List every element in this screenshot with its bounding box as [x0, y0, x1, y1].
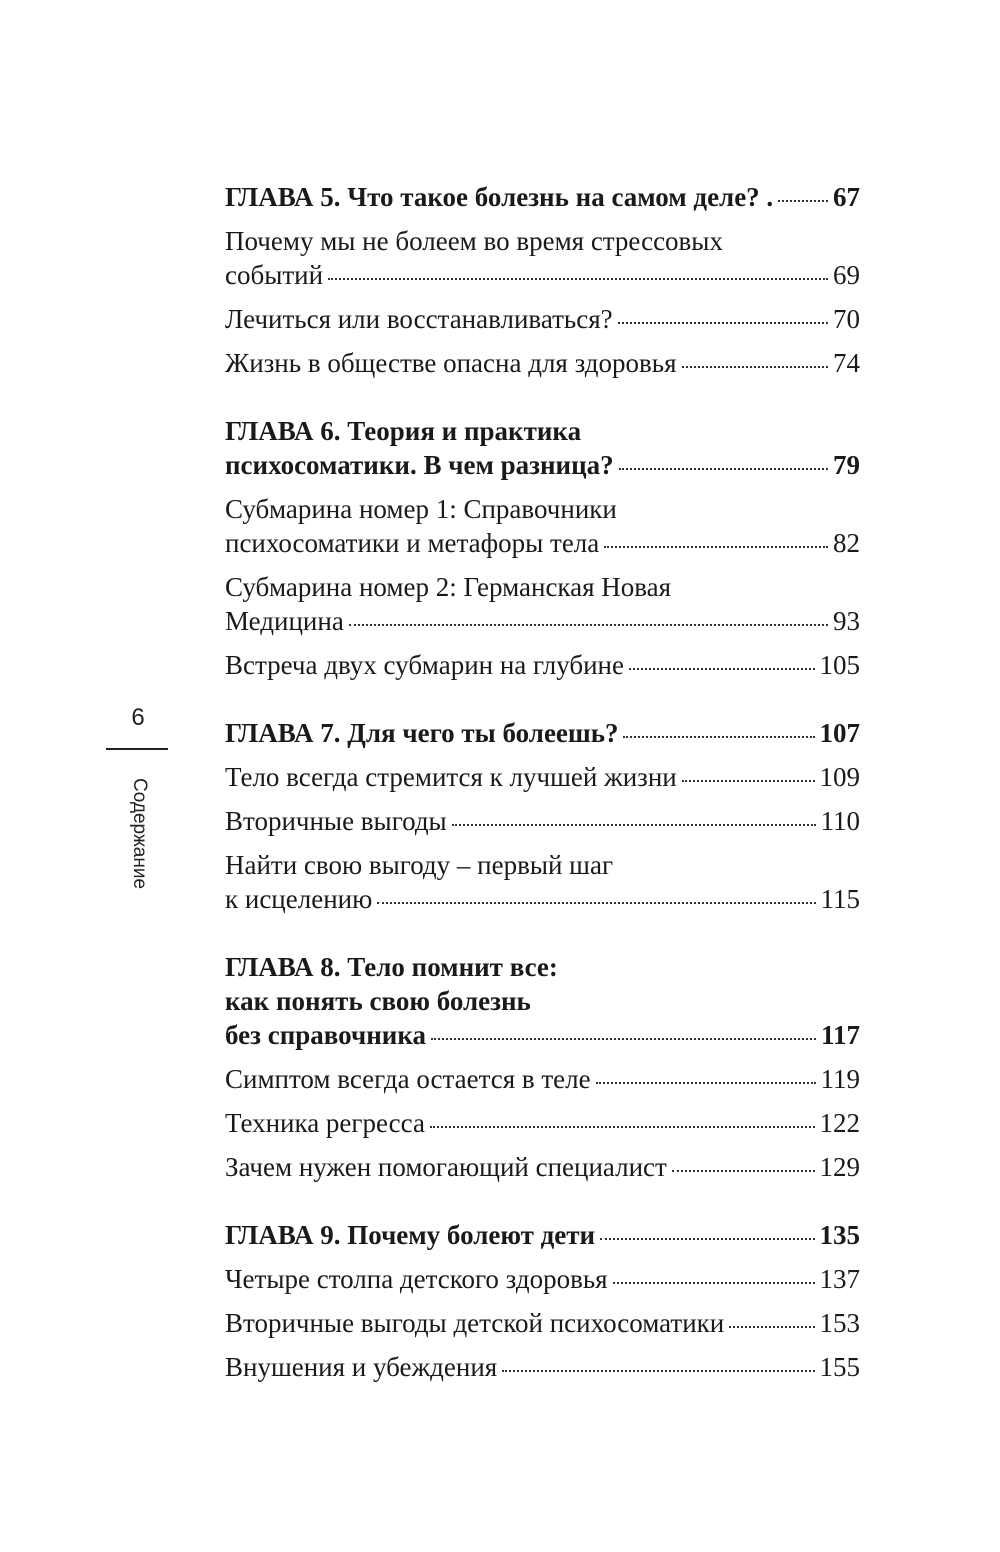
section-title: Вторичные выгоды — [225, 806, 447, 836]
section-title: к исцелению — [225, 884, 373, 914]
toc-section[interactable] — [225, 1106, 860, 1140]
section-page-number: 153 — [819, 1308, 860, 1338]
dot-leader — [604, 546, 828, 548]
section-title: Техника регресса — [225, 1108, 425, 1138]
chapter-title: ГЛАВА 9. Почему болеют дети — [225, 1220, 596, 1250]
section-entry — [225, 604, 860, 638]
toc-section[interactable] — [225, 1262, 860, 1296]
section-page-number: 109 — [819, 762, 860, 792]
section-entry — [225, 346, 860, 380]
table-of-contents — [225, 180, 860, 1384]
dot-leader — [596, 1082, 816, 1084]
chapter-page-number: 117 — [820, 1020, 860, 1050]
chapter-heading[interactable] — [225, 180, 860, 214]
section-page-number: 129 — [819, 1152, 860, 1182]
toc-section[interactable] — [225, 224, 860, 292]
toc-section[interactable] — [225, 804, 860, 838]
section-entry — [225, 526, 860, 560]
section-title-line: Субмарина номер 2: Германская Новая — [225, 572, 672, 602]
section-page-number: 74 — [833, 348, 860, 378]
dot-leader — [431, 1038, 816, 1040]
section-title: Встреча двух субмарин на глубине — [225, 650, 624, 680]
dot-leader — [682, 366, 829, 368]
section-page-number: 122 — [819, 1108, 860, 1138]
chapter-heading[interactable] — [225, 448, 860, 482]
chapter-title-line: ГЛАВА 6. Теория и практика — [225, 416, 582, 446]
toc-chapter — [225, 716, 860, 916]
section-title: Лечиться или восстанавливаться? — [225, 304, 613, 334]
dot-leader — [629, 668, 815, 670]
section-page-number: 93 — [833, 606, 860, 636]
dot-leader — [452, 824, 816, 826]
section-title: Жизнь в обществе опасна для здоровья — [225, 348, 677, 378]
section-page-number: 69 — [833, 260, 860, 290]
section-entry — [225, 1350, 860, 1384]
section-title: Зачем нужен помогающий специалист — [225, 1152, 667, 1182]
section-page-number: 155 — [819, 1352, 860, 1382]
dot-leader — [613, 1282, 815, 1284]
section-entry — [225, 648, 860, 682]
section-entry — [225, 804, 860, 838]
dot-leader — [618, 322, 828, 324]
toc-section[interactable] — [225, 346, 860, 380]
section-entry — [225, 258, 860, 292]
toc-section[interactable] — [225, 848, 860, 916]
chapter-title: психосоматики. В чем разница? — [225, 450, 614, 480]
dot-leader — [600, 1238, 814, 1240]
chapter-title: без справочника — [225, 1020, 426, 1050]
section-page-number: 119 — [820, 1064, 860, 1094]
page-number: 6 — [131, 704, 145, 731]
dot-leader — [682, 780, 815, 782]
chapter-page-number: 67 — [833, 182, 860, 212]
chapter-heading[interactable] — [225, 1218, 860, 1252]
section-entry — [225, 882, 860, 916]
chapter-page-number: 135 — [819, 1220, 860, 1250]
toc-section[interactable] — [225, 1062, 860, 1096]
chapter-title: ГЛАВА 7. Для чего ты болеешь? — [225, 718, 619, 748]
dot-leader — [377, 902, 815, 904]
section-entry — [225, 1150, 860, 1184]
section-page-number: 115 — [820, 884, 860, 914]
section-title: Тело всегда стремится к лучшей жизни — [225, 762, 677, 792]
dot-leader — [729, 1326, 814, 1328]
toc-chapter — [225, 180, 860, 380]
section-title: психосоматики и метафоры тела — [225, 528, 600, 558]
chapter-heading[interactable] — [225, 1018, 860, 1052]
section-page-number: 82 — [833, 528, 860, 558]
running-head: Содержание — [129, 778, 150, 890]
section-entry — [225, 1306, 860, 1340]
section-entry — [225, 760, 860, 794]
toc-section[interactable] — [225, 492, 860, 560]
section-title-line: Почему мы не болеем во время стрессовых — [225, 226, 723, 256]
section-entry — [225, 302, 860, 336]
dot-leader — [328, 278, 828, 280]
chapter-title: ГЛАВА 5. Что такое болезнь на самом деле? . — [225, 182, 774, 212]
section-title-line: Субмарина номер 1: Справочники — [225, 494, 617, 524]
section-title: Четыре столпа детского здоровья — [225, 1264, 608, 1294]
toc-chapter — [225, 414, 860, 682]
section-title-line: Найти свою выгоду – первый шаг — [225, 850, 614, 880]
dot-leader — [502, 1370, 814, 1372]
toc-chapter — [225, 950, 860, 1184]
toc-section[interactable] — [225, 648, 860, 682]
toc-chapter — [225, 1218, 860, 1384]
section-entry — [225, 1106, 860, 1140]
toc-section[interactable] — [225, 760, 860, 794]
dot-leader — [672, 1170, 815, 1172]
toc-section[interactable] — [225, 1350, 860, 1384]
toc-section[interactable] — [225, 302, 860, 336]
dot-leader — [623, 736, 814, 738]
chapter-title-line: как понять свою болезнь — [225, 986, 531, 1016]
section-entry — [225, 1262, 860, 1296]
chapter-page-number: 107 — [819, 718, 860, 748]
section-page-number: 70 — [833, 304, 860, 334]
chapter-title-line: ГЛАВА 8. Тело помнит все: — [225, 952, 558, 982]
dot-leader — [778, 200, 828, 202]
section-title: Симптом всегда остается в теле — [225, 1064, 591, 1094]
toc-section[interactable] — [225, 1150, 860, 1184]
section-title: Вторичные выгоды детской психосоматики — [225, 1308, 725, 1338]
toc-section[interactable] — [225, 570, 860, 638]
chapter-page-number: 79 — [833, 450, 860, 480]
section-entry — [225, 1062, 860, 1096]
margin-rule — [106, 748, 168, 750]
chapter-heading[interactable] — [225, 716, 860, 750]
section-title: Внушения и убеждения — [225, 1352, 498, 1382]
dot-leader — [349, 624, 828, 626]
section-page-number: 105 — [819, 650, 860, 680]
toc-section[interactable] — [225, 1306, 860, 1340]
dot-leader — [619, 468, 828, 470]
section-title: Медицина — [225, 606, 344, 636]
section-title: событий — [225, 260, 324, 290]
dot-leader — [430, 1126, 815, 1128]
section-page-number: 137 — [819, 1264, 860, 1294]
section-page-number: 110 — [820, 806, 860, 836]
